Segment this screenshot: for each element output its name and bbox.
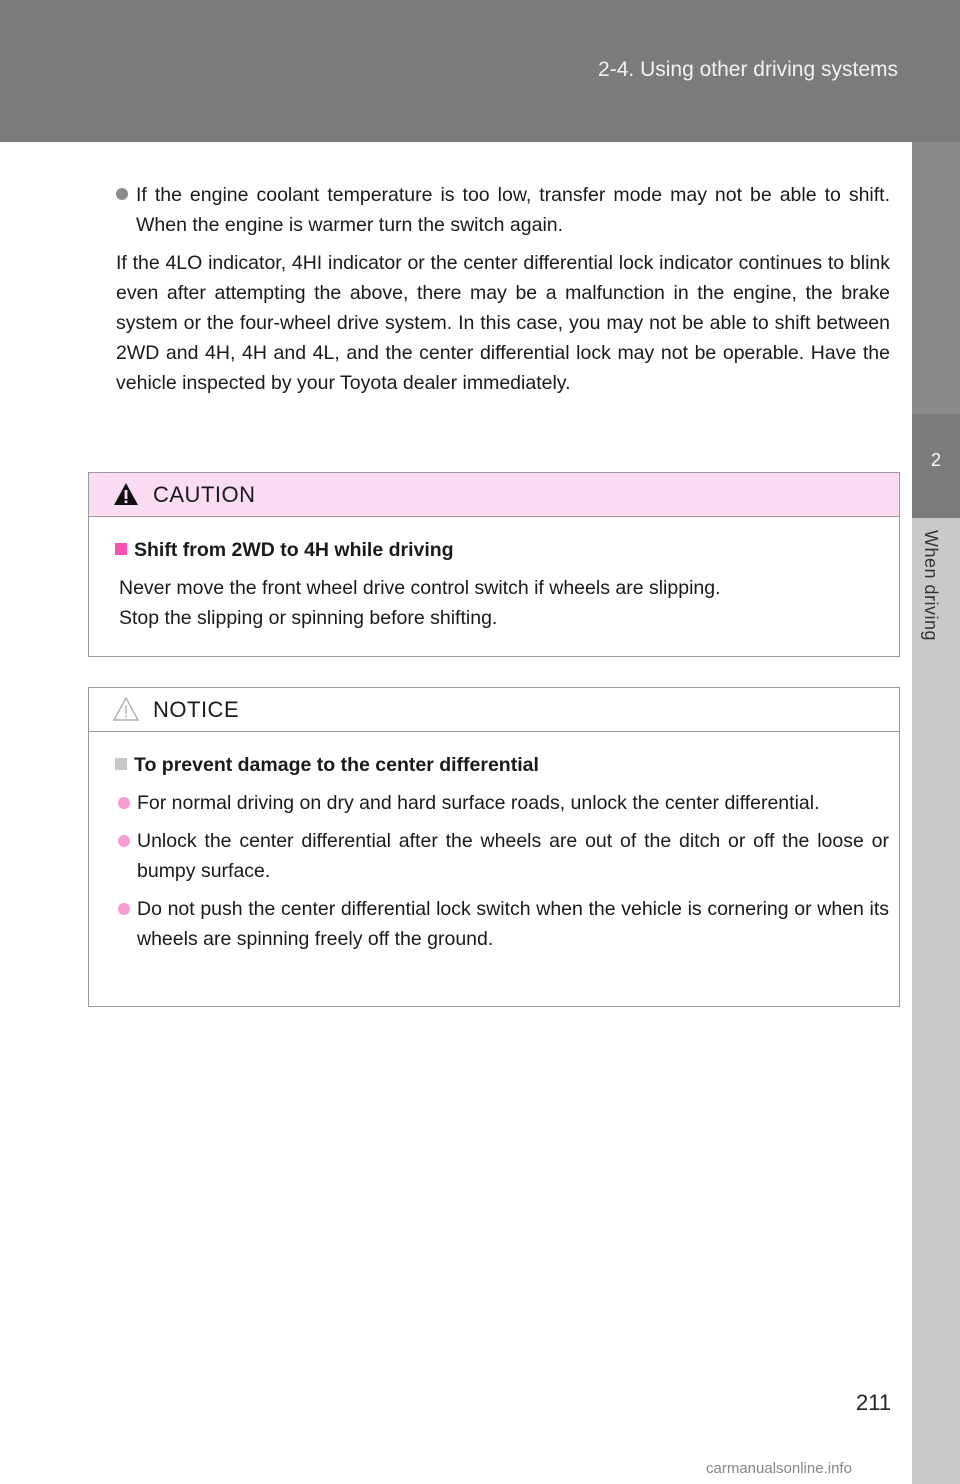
caution-line-2: Stop the slipping or spinning before shifting.: [119, 607, 498, 629]
square-bullet-icon: [115, 758, 127, 770]
caution-heading-text: Shift from 2WD to 4H while driving: [134, 539, 454, 561]
section-title: 2-4. Using other driving systems: [598, 58, 898, 81]
bullet-icon: [118, 835, 130, 847]
notice-box: [88, 687, 900, 1007]
intro-paragraph: If the 4LO indicator, 4HI indicator or the center differential lock indicator continues to blink even after attempting the above, there may be a malfunction in the engine, the brake system or the four-wheel drive system. In this case, you may not be able to shift between 2WD and 4H, 4H and 4L, and the center differential lock may not be operable. Have the vehicle inspected by your Toyota dealer immediately.: [116, 252, 890, 394]
square-bullet-icon: [115, 543, 127, 555]
notice-item-heading: [115, 750, 889, 780]
intro-bullet-text: If the engine coolant temperature is too low, transfer mode may not be able to shift. When the engine is warmer turn the switch again.: [136, 184, 890, 236]
page-number: 211: [856, 1390, 892, 1415]
side-tab-bottom: [912, 518, 960, 1484]
caution-line-1: Never move the front wheel drive control switch if wheels are slipping.: [119, 577, 721, 599]
bullet-icon: [118, 797, 130, 809]
warning-triangle-icon: [113, 481, 139, 507]
side-tab-top: [912, 142, 960, 414]
watermark-text: carmanualsonline.info: [706, 1460, 852, 1477]
chapter-label: When driving: [921, 530, 941, 642]
notice-list-item: [115, 826, 889, 886]
notice-heading-text: To prevent damage to the center differential: [134, 754, 539, 776]
notice-item-text: Unlock the center differential after the wheels are out of the ditch or off the loose or bumpy surface.: [137, 830, 889, 882]
notice-item-text: Do not push the center differential lock switch when the vehicle is cornering or when its wheels are spinning freely off the ground.: [137, 898, 889, 950]
caution-box: [88, 472, 900, 657]
notice-header: [89, 688, 899, 732]
bullet-icon: [116, 188, 128, 200]
notice-list-item: [115, 788, 889, 818]
page-header: [0, 0, 960, 142]
caution-title: CAUTION: [153, 482, 256, 507]
caution-body: [89, 517, 899, 633]
notice-list-item: [115, 894, 889, 954]
bullet-icon: [118, 903, 130, 915]
chapter-number: 2: [930, 450, 941, 470]
notice-title: NOTICE: [153, 697, 240, 722]
intro-section: [116, 180, 890, 398]
caution-header: [89, 473, 899, 517]
notice-item-text: For normal driving on dry and hard surface roads, unlock the center differential.: [137, 792, 820, 814]
intro-bullet: [116, 180, 890, 240]
notice-body: [89, 732, 899, 954]
caution-item-heading: [115, 535, 889, 565]
notice-triangle-icon: [113, 696, 139, 722]
